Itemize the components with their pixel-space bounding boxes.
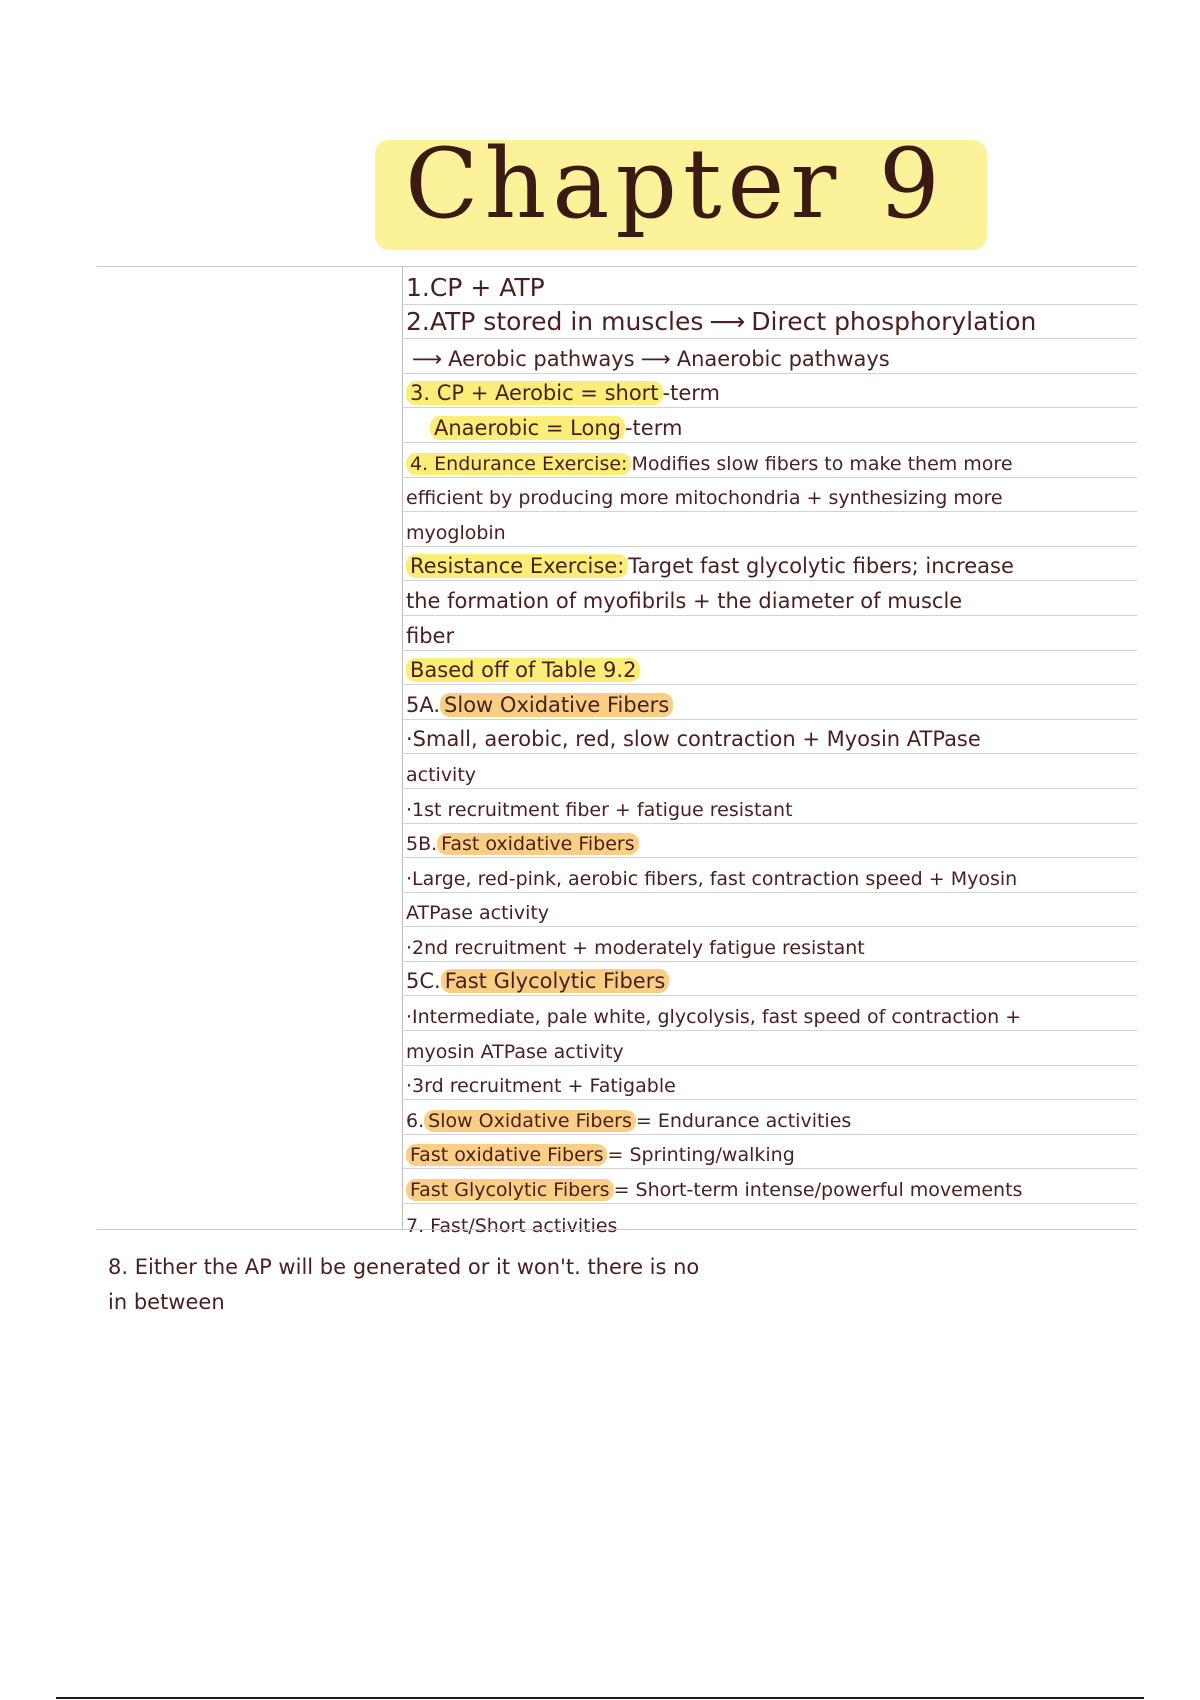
highlighted-text: Resistance Exercise: [406,554,628,578]
note-line [402,685,1137,720]
note-text: 5A. [406,692,441,717]
highlighted-text: 4. Endurance Exercise: [406,453,631,475]
note-text: ·Intermediate, pale white, glycolysis, fast speed of contraction + [406,1006,1022,1029]
highlighted-text: Based off of Table 9.2 [406,658,640,682]
note-text: fiber [406,623,455,648]
note-text: ·Large, red-pink, aerobic fibers, fast contraction speed + Myosin [406,867,1018,890]
note-line [402,478,1137,513]
note-line [402,927,1137,962]
arrow-icon: ⟶ [412,346,443,371]
highlighted-text: Fast Glycolytic Fibers [406,1179,614,1201]
note-line [402,374,1137,409]
highlighted-text: 3. CP + Aerobic = short [406,381,663,405]
note-line [402,962,1137,997]
note-line [402,893,1137,928]
note-line [402,996,1137,1031]
highlighted-text: Fast Glycolytic Fibers [441,969,670,993]
note-line [402,1204,1137,1239]
note-text: Direct phosphorylation [751,307,1037,337]
note-line [402,1135,1137,1170]
note-text: Target fast glycolytic fibers; increase [628,554,1014,579]
note-line [402,547,1137,582]
note-line [402,858,1137,893]
note-text: ·1st recruitment fiber + fatigue resistant [406,798,793,821]
note-line [402,1100,1137,1135]
note-line [402,789,1137,824]
footer-note [108,1250,828,1320]
note-text: Modifies slow fibers to make them more [631,452,1013,475]
note-text: 5C. [406,969,441,994]
notes-section [402,270,1137,1239]
note-text: = Short-term intense/powerful movements [613,1179,1023,1202]
note-text: = Endurance activities [635,1109,852,1132]
page-title: Chapter 9 [405,128,946,240]
note-line [402,616,1137,651]
note-text: -term [662,381,720,406]
note-line [402,408,1137,443]
note-text: 2.ATP stored in muscles [406,307,704,337]
highlighted-text: Fast oxidative Fibers [437,833,638,855]
note-text: myosin ATPase activity [406,1040,624,1063]
note-line [402,512,1137,547]
footer-note-line: in between [108,1290,225,1314]
note-text: myoglobin [406,521,506,544]
arrow-icon: ⟶ [640,346,671,371]
note-text: the formation of myofibrils + the diameter of muscle [406,588,963,613]
note-text: ·3rd recruitment + Fatigable [406,1075,676,1098]
note-line [402,443,1137,478]
note-text: ·2nd recruitment + moderately fatigue resistant [406,936,865,959]
note-text: -term [624,415,683,440]
note-text: 5B. [406,833,438,856]
note-line [402,581,1137,616]
highlighted-text: Fast oxidative Fibers [406,1144,607,1166]
note-text: = Sprinting/walking [607,1144,795,1167]
bottom-divider [97,1229,1137,1230]
note-line [402,1066,1137,1101]
highlighted-text: Slow Oxidative Fibers [440,693,673,717]
note-line [402,1031,1137,1066]
note-line [402,651,1137,686]
note-text: efficient by producing more mitochondria + synthesizing more [406,487,1003,510]
highlighted-text: Anaerobic = Long [430,416,625,440]
note-line [402,720,1137,755]
note-text: 6. [406,1109,425,1132]
note-line [402,824,1137,859]
note-line [402,305,1137,340]
note-text: 7. Fast/Short activities [406,1214,618,1237]
note-line [402,270,1137,305]
highlighted-text: Slow Oxidative Fibers [424,1110,636,1132]
footer-note-line: 8. Either the AP will be generated or it won't. there is no [108,1255,700,1279]
note-line [402,339,1137,374]
note-text: ·Small, aerobic, red, slow contraction + Myosin ATPase [406,727,981,752]
note-line [402,1169,1137,1204]
note-text: activity [406,763,477,786]
arrow-icon: ⟶ [709,307,746,337]
note-text: Anaerobic pathways [676,346,890,371]
page-bottom-edge [56,1697,1144,1699]
note-text: Aerobic pathways [448,346,635,371]
note-text: ATPase activity [406,902,550,925]
note-text: 1.CP + ATP [406,272,545,302]
top-divider [97,266,1137,267]
note-line [402,754,1137,789]
